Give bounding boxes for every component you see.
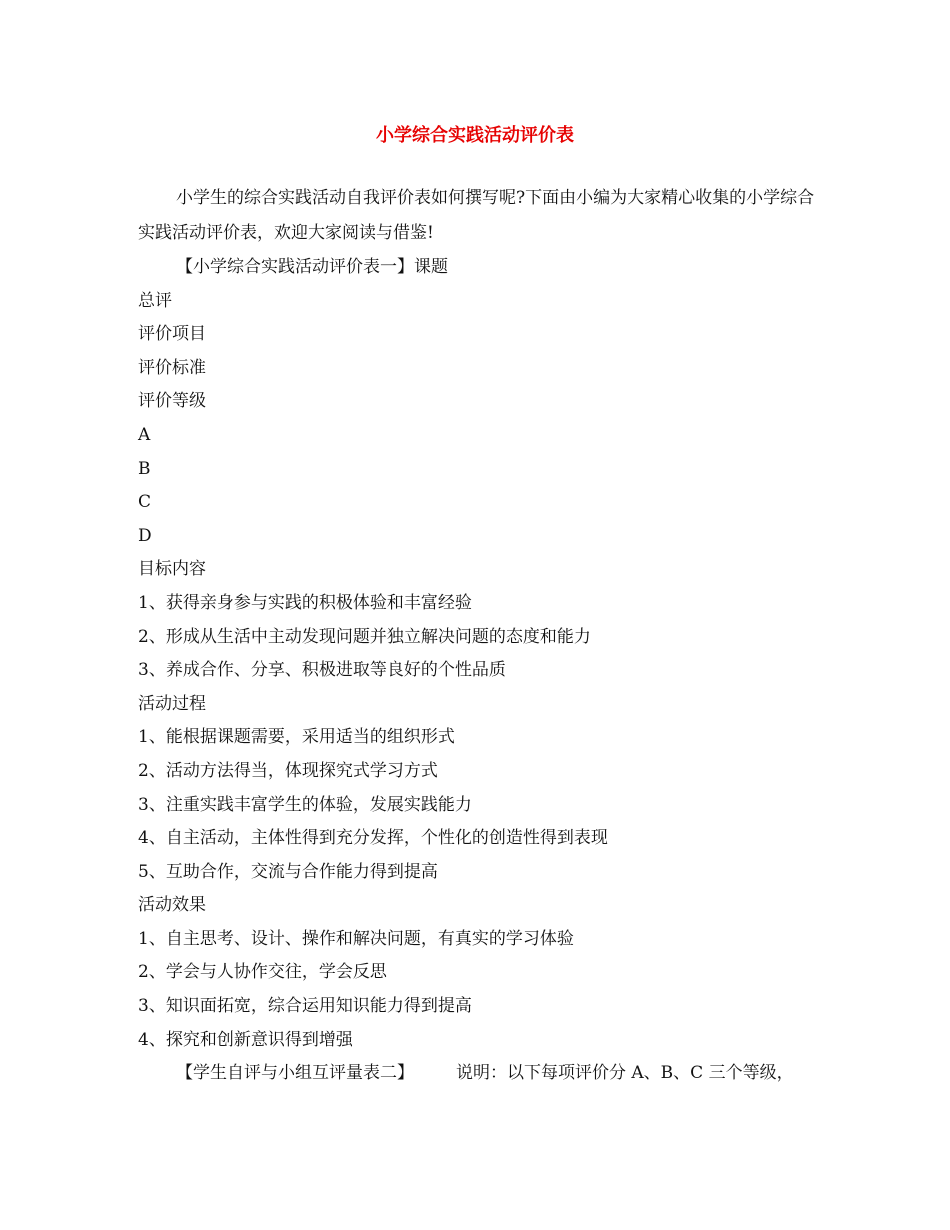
table-two-title: 【学生自评与小组互评量表二】: [176, 1063, 414, 1084]
category-heading: 目标内容: [138, 559, 206, 580]
section-heading-table-one: 【小学综合实践活动评价表一】课题: [176, 257, 448, 277]
text-line: 评价项目: [138, 324, 206, 345]
list-item: 2、形成从生活中主动发现问题并独立解决问题的态度和能力: [138, 626, 591, 647]
text-line: 总评: [138, 290, 172, 311]
grade-line: C: [138, 492, 152, 513]
category-heading: 活动过程: [138, 693, 206, 714]
list-item: 3、注重实践丰富学生的体验，发展实践能力: [138, 794, 472, 815]
grade-line: D: [138, 525, 152, 546]
document-body: [138, 181, 828, 1091]
category-heading: 活动效果: [138, 895, 206, 916]
list-item: 2、学会与人协作交往，学会反思: [138, 962, 387, 983]
list-item: 3、知识面拓宽，综合运用知识能力得到提高: [138, 996, 472, 1017]
text-line: 评价标准: [138, 357, 206, 378]
section-heading-table-two: [138, 1057, 828, 1091]
text-line: 评价等级: [138, 391, 206, 412]
list-item: 4、探究和创新意识得到增强: [138, 1029, 353, 1050]
content-lines: [138, 251, 828, 1091]
intro-paragraph: 小学生的综合实践活动自我评价表如何撰写呢?下面由小编为大家精心收集的小学综合实践活动评价表，欢迎大家阅读与借鉴!: [138, 188, 815, 243]
document-title: 小学综合实践活动评价表: [376, 125, 574, 146]
list-item: 3、养成合作、分享、积极进取等良好的个性品质: [138, 660, 506, 681]
list-item: 1、获得亲身参与实践的积极体验和丰富经验: [138, 592, 472, 613]
grade-line: B: [138, 458, 151, 479]
list-item: 1、能根据课题需要，采用适当的组织形式: [138, 727, 455, 748]
list-item: 2、活动方法得当，体现探究式学习方式: [138, 760, 438, 781]
grade-line: A: [138, 424, 151, 445]
list-item: 1、自主思考、设计、操作和解决问题，有真实的学习体验: [138, 928, 574, 949]
table-two-note: 说明：以下每项评价分 A、B、C 三个等级，: [456, 1063, 794, 1084]
list-item: 4、自主活动，主体性得到充分发挥，个性化的创造性得到表现: [138, 828, 608, 849]
list-item: 5、互助合作，交流与合作能力得到提高: [138, 861, 438, 882]
